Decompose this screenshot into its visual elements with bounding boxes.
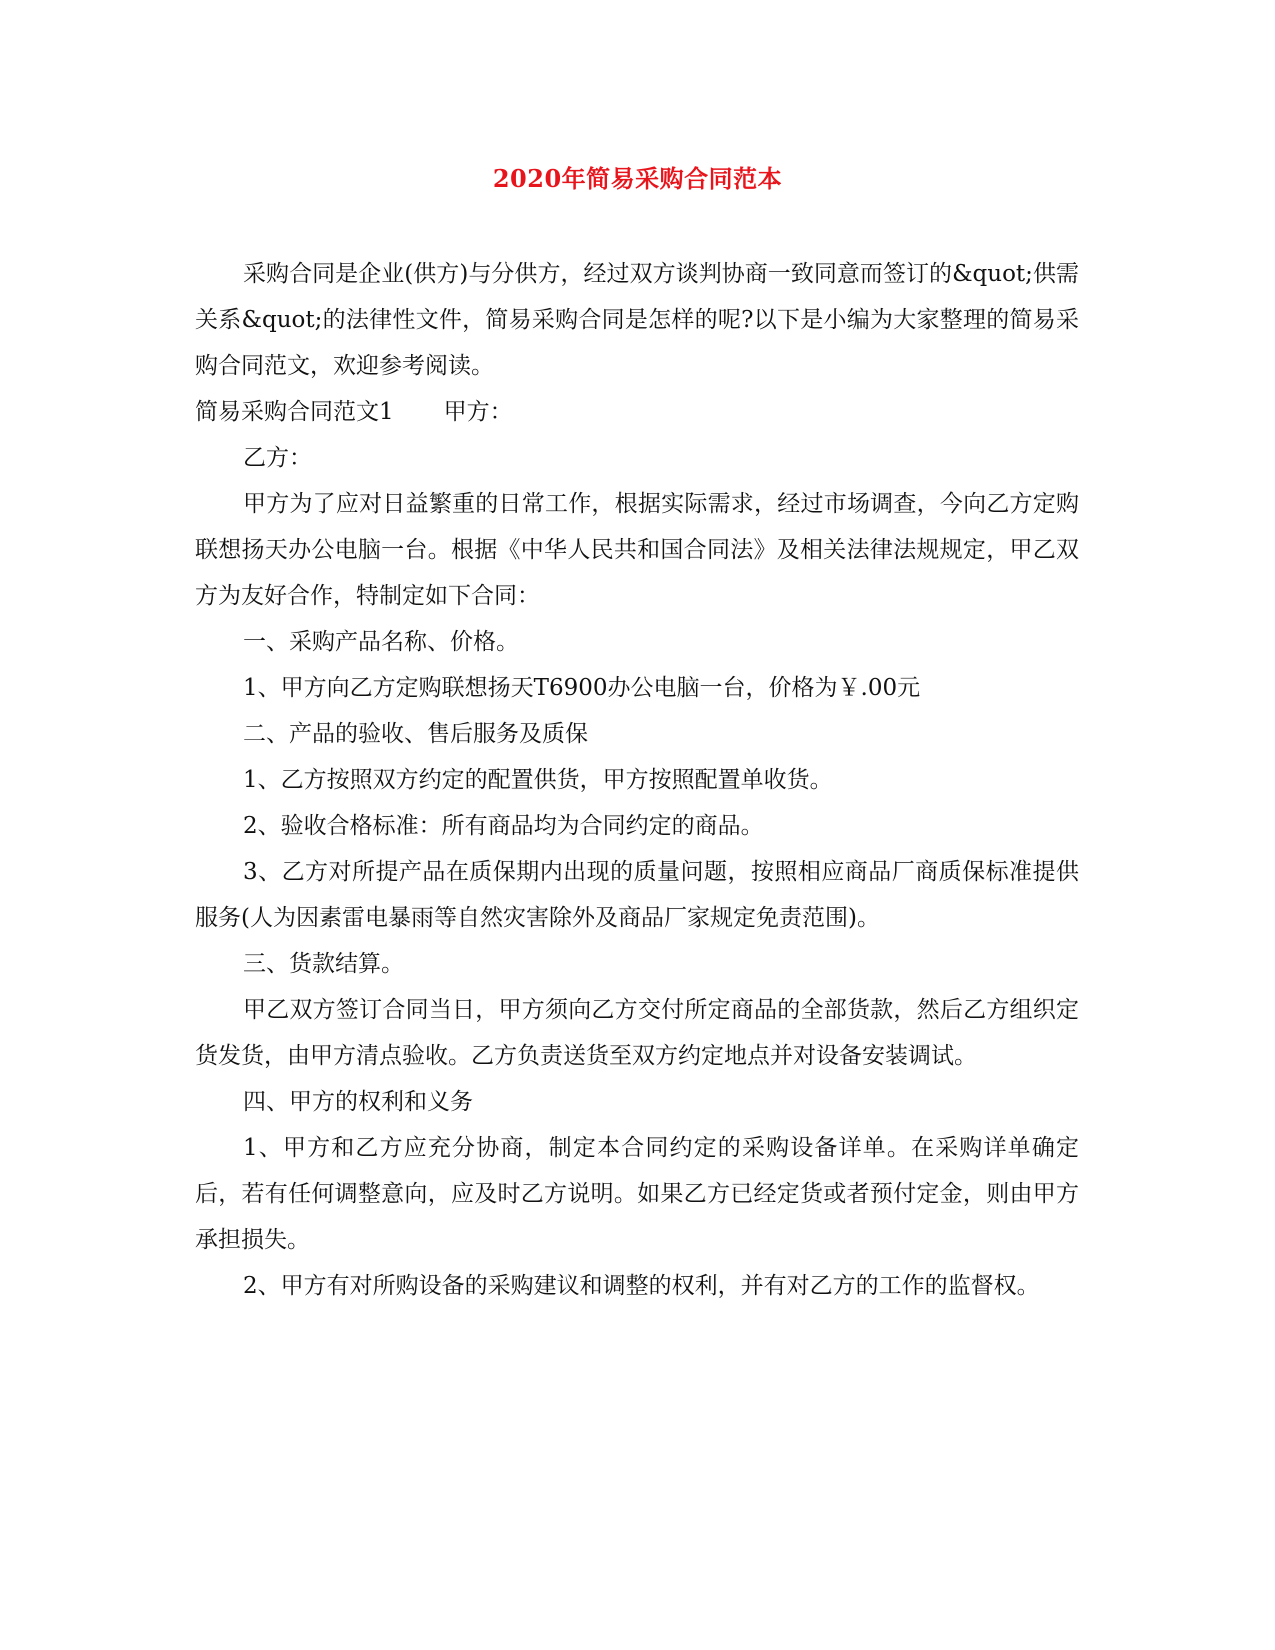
section-1-item-1: 1、甲方向乙方定购联想扬天T6900办公电脑一台，价格为￥.00元 [243,675,921,701]
section-2-item-2: 2、验收合格标准：所有商品均为合同约定的商品。 [243,813,764,839]
document-body [195,251,1079,1309]
party-a-label: 甲方： [443,399,513,425]
section-3-title: 三、货款结算。 [243,951,404,977]
section-4-item-2: 2、甲方有对所购设备的采购建议和调整的权利，并有对乙方的工作的监督权。 [243,1273,1040,1299]
section-1-title: 一、采购产品名称、价格。 [243,629,519,655]
intro-paragraph: 采购合同是企业(供方)与分供方，经过双方谈判协商一致同意而签订的&quot;供需关系&quot;的法律性文件，简易采购合同是怎样的呢?以下是小编为大家整理的简易采购合同范文，欢迎参考阅读。 [195,261,1079,379]
sample-heading: 简易采购合同范文1 [195,399,394,425]
preamble-paragraph: 甲方为了应对日益繁重的日常工作，根据实际需求，经过市场调查，今向乙方定购联想扬天办公电脑一台。根据《中华人民共和国合同法》及相关法律法规规定，甲乙双方为友好合作，特制定如下合同： [195,491,1079,609]
section-2-item-1: 1、乙方按照双方约定的配置供货，甲方按照配置单收货。 [243,767,833,793]
sample-heading-line [195,389,1079,435]
party-b-label: 乙方： [243,445,312,471]
section-4-item-1: 1、甲方和乙方应充分协商，制定本合同约定的采购设备详单。在采购详单确定后，若有任何调整意向，应及时乙方说明。如果乙方已经定货或者预付定金，则由甲方承担损失。 [195,1135,1079,1253]
section-2-item-3: 3、乙方对所提产品在质保期内出现的质量问题，按照相应商品厂商质保标准提供服务(人为因素雷电暴雨等自然灾害除外及商品厂家规定免责范围)。 [195,859,1079,931]
section-4-title: 四、甲方的权利和义务 [243,1089,473,1115]
section-3-text: 甲乙双方签订合同当日，甲方须向乙方交付所定商品的全部货款，然后乙方组织定货发货，由甲方清点验收。乙方负责送货至双方约定地点并对设备安装调试。 [195,997,1079,1069]
section-2-title: 二、产品的验收、售后服务及质保 [243,721,588,747]
document-title: 2020年简易采购合同范本 [492,164,783,193]
